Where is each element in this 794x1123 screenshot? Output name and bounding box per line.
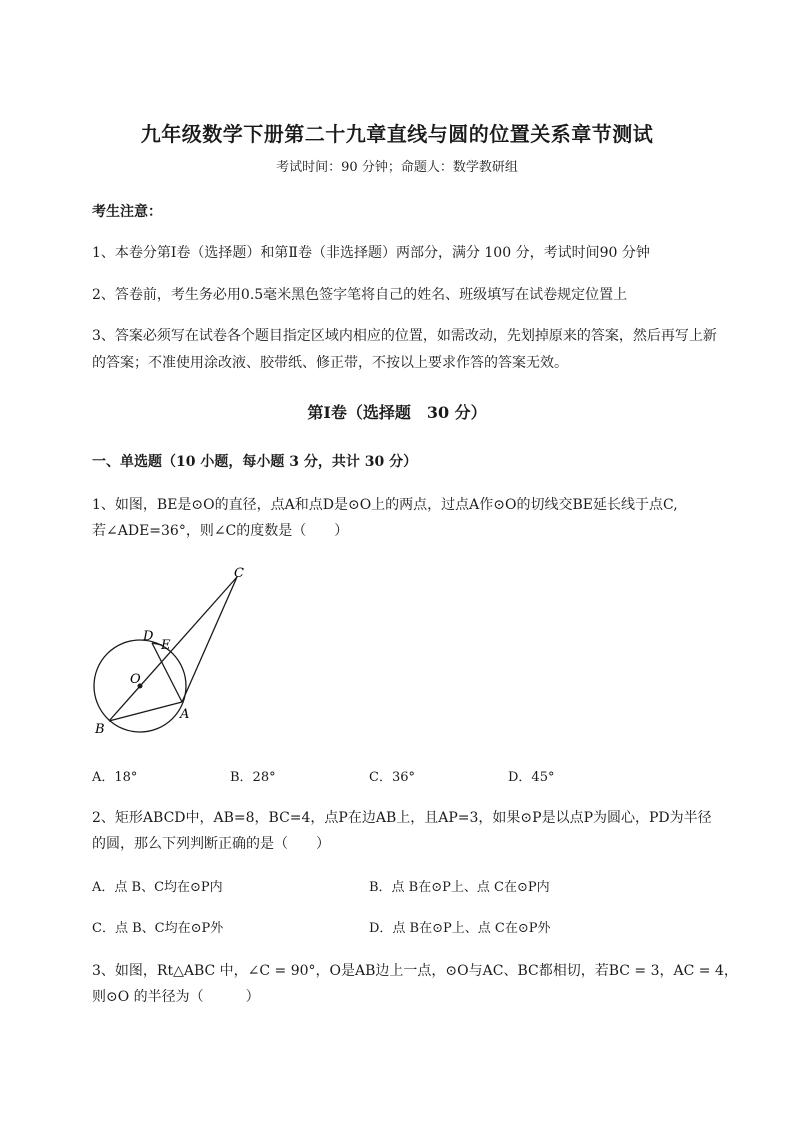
page-title: 九年级数学下册第二十九章直线与圆的位置关系章节测试 [140,122,654,146]
q1-option-b[interactable]: B．28° [230,770,276,785]
q1-geometry-figure [82,560,272,745]
q1-text-line2: 若∠ADE=36°，则∠C的度数是（ ） [92,523,349,539]
q2-option-a[interactable]: A．点 B、C均在⊙P内 [92,880,223,895]
section-title: 第Ⅰ卷（选择题 30 分） [307,403,487,422]
q2-option-d[interactable]: D．点 B在⊙P上、点 C在⊙P外 [369,921,551,936]
line-bc [109,577,237,721]
q3-text-line1: 3、如图，Rt△ABC 中，∠C = 90°，O是AB边上一点，⊙O与AC、BC都相切，若BC = 3，AC = 4， [92,963,738,979]
part-title: 一、单选题（10 小题，每小题 3 分，共计 30 分） [92,454,418,470]
q3-text-line2: 则⊙O 的半径为（ ） [92,989,260,1005]
exam-info: 考试时间：90 分钟；命题人：数学教研组 [276,160,518,175]
label-c: C [234,566,244,581]
notice-item-2: 2、答卷前，考生务必用0.5毫米黑色签字笔将自己的姓名、班级填写在试卷规定位置上 [92,287,628,303]
tangent-ac [182,577,237,702]
q1-text-line1: 1、如图，BE是⊙O的直径，点A和点D是⊙O上的两点，过点A作⊙O的切线交BE延长线于点C, [92,497,678,513]
q2-option-c[interactable]: C．点 B、C均在⊙P外 [92,921,224,936]
notice-item-1: 1、本卷分第Ⅰ卷（选择题）和第Ⅱ卷（非选择题）两部分，满分 100 分，考试时间90 分钟 [92,245,650,261]
q2-text-line1: 2、矩形ABCD中，AB=8，BC=4，点P在边AB上，且AP=3，如果⊙P是以点P为圆心，PD为半径 [92,810,712,826]
label-d: D [143,629,154,644]
q2-text-line2: 的圆，那么下列判断正确的是（ ） [92,836,330,852]
notice-item-3: 3、答案必须写在试卷各个题目指定区域内相应的位置，如需改动，先划掉原来的答案，然后再写上新 [92,328,717,344]
notice-heading: 考生注意： [92,204,162,220]
q1-option-a[interactable]: A．18° [92,770,138,785]
label-a: A [180,707,190,722]
q1-option-d[interactable]: D．45° [508,770,555,785]
label-e: E [161,638,171,653]
chord-ba [109,702,182,721]
q1-option-c[interactable]: C．36° [369,770,415,785]
label-b: B [95,722,105,737]
notice-item-3-cont: 的答案；不准使用涂改液、胶带纸、修正带，不按以上要求作答的答案无效。 [92,355,568,371]
q2-option-b[interactable]: B．点 B在⊙P上、点 C在⊙P内 [369,880,550,895]
label-o: O [130,672,141,687]
